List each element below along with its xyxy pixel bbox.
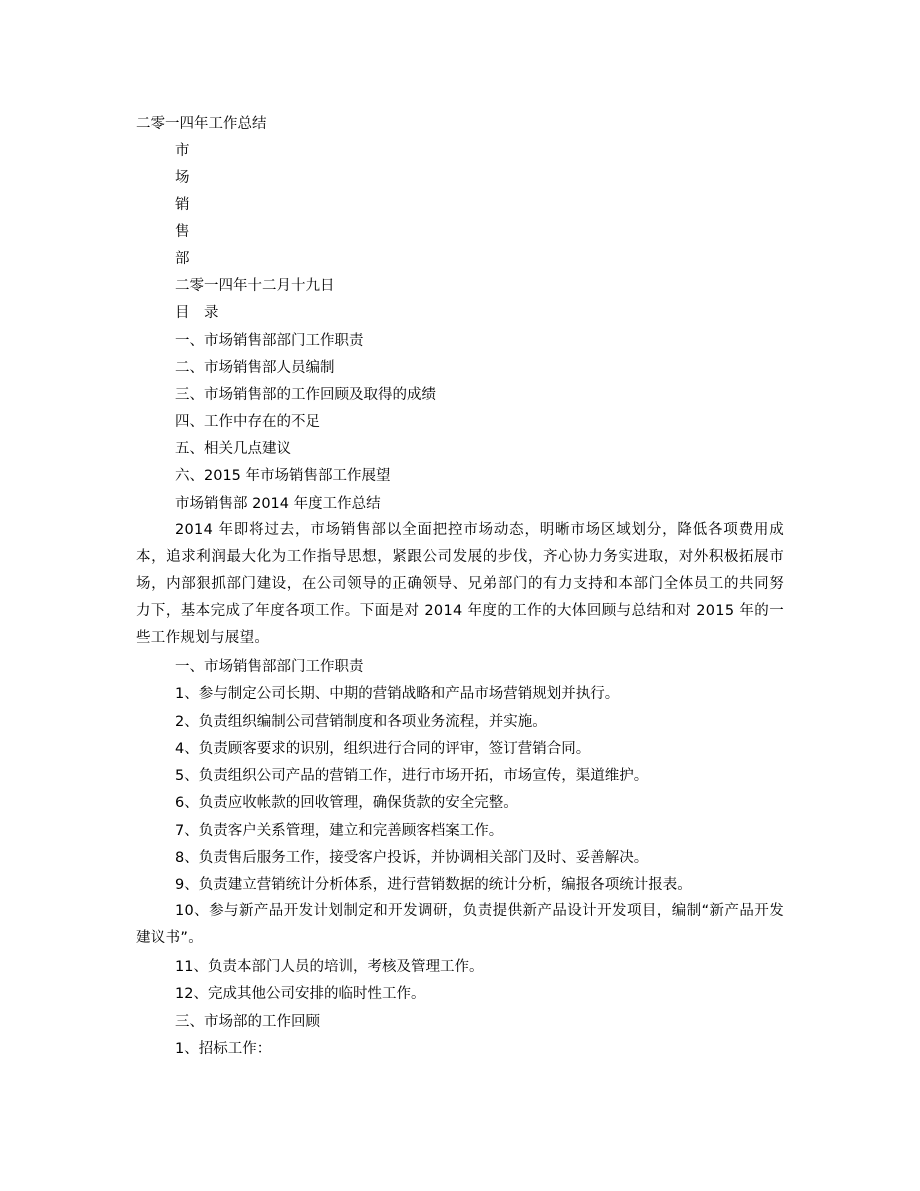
- duty-item: 8、负责售后服务工作，接受客户投诉，并协调相关部门及时、妥善解决。: [175, 850, 649, 866]
- document-title: 二零一四年工作总结: [136, 116, 267, 132]
- duty-item: 9、负责建立营销统计分析体系，进行营销数据的统计分析，编报各项统计报表。: [175, 877, 692, 893]
- report-title: 市场销售部 2014 年度工作总结: [175, 496, 381, 512]
- duty-item: 12、完成其他公司安排的临时性工作。: [175, 986, 426, 1002]
- toc-item: 一、市场销售部部门工作职责: [175, 333, 364, 349]
- subsection-item: 1、招标工作：: [175, 1041, 272, 1057]
- toc-heading: 目 录: [175, 305, 219, 321]
- department-char: 销: [175, 197, 190, 213]
- intro-paragraph: 2014 年即将过去，市场销售部以全面把控市场动态，明晰市场区域划分，降低各项费用成本，追求利润最大化为工作指导思想，紧跟公司发展的步伐，齐心协力务实进取，对外积极拓展市场，内部狠抓部门建设，在公司领导的正确领导、兄弟部门的有力支持和本部门全体员工的共同努力下，基本完成了年度各项工作。下面是对 2014 年度的工作的大体回顾与总结和对 2015 年的一些工作规划与展望。: [136, 522, 784, 646]
- document-date: 二零一四年十二月十九日: [175, 278, 335, 294]
- section-heading: 一、市场销售部部门工作职责: [175, 659, 364, 675]
- toc-item: 五、相关几点建议: [175, 441, 291, 457]
- toc-item: 二、市场销售部人员编制: [175, 360, 335, 376]
- duty-item: 11、负责本部门人员的培训，考核及管理工作。: [175, 959, 484, 975]
- department-char: 市: [175, 143, 190, 159]
- duty-item-10: 10、参与新产品开发计划制定和开发调研，负责提供新产品设计开发项目，编制“新产品开发建议书”。: [136, 903, 784, 946]
- duty-item: 2、负责组织编制公司营销制度和各项业务流程，并实施。: [175, 714, 547, 730]
- department-char: 部: [175, 251, 190, 267]
- duty-item: 4、负责顾客要求的识别，组织进行合同的评审，签订营销合同。: [175, 741, 591, 757]
- department-char: 售: [175, 224, 190, 240]
- toc-item: 四、工作中存在的不足: [175, 414, 320, 430]
- department-char: 场: [175, 170, 190, 186]
- toc-item: 三、市场销售部的工作回顾及取得的成绩: [175, 387, 436, 403]
- toc-item: 六、2015 年市场销售部工作展望: [175, 468, 391, 484]
- section-heading: 三、市场部的工作回顾: [175, 1014, 320, 1030]
- duty-item: 5、负责组织公司产品的营销工作，进行市场开拓，市场宣传，渠道维护。: [175, 768, 649, 784]
- duty-item: 7、负责客户关系管理，建立和完善顾客档案工作。: [175, 823, 504, 839]
- duty-item: 6、负责应收帐款的回收管理，确保货款的安全完整。: [175, 795, 518, 811]
- duty-item: 1、参与制定公司长期、中期的营销战略和产品市场营销规划并执行。: [175, 686, 620, 702]
